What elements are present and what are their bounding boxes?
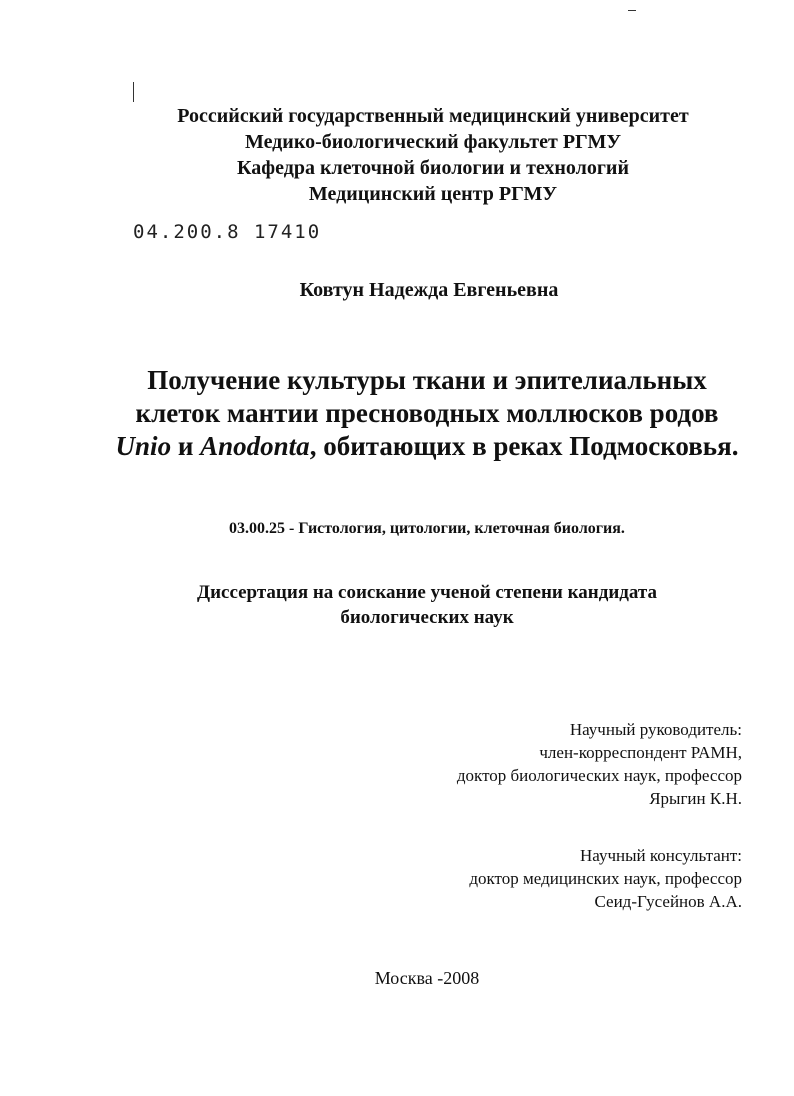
registration-stamp: 04.200.8 17410 bbox=[133, 221, 322, 243]
supervisor-name: Ярыгин К.Н. bbox=[649, 789, 742, 808]
supervisor-block bbox=[457, 718, 742, 810]
supervisor-title-1: член-корреспондент РАМН, bbox=[539, 743, 742, 762]
degree-line-1: Диссертация на соискание ученой степени кандидата bbox=[197, 582, 657, 603]
supervisor-title-2: доктор биологических наук, профессор bbox=[456, 766, 742, 785]
title-line-2: клеток мантии пресноводных моллюсков родов bbox=[135, 398, 719, 428]
supervisor-role: Научный руководитель: bbox=[569, 720, 742, 739]
city-year: Москва -2008 bbox=[374, 968, 480, 988]
consultant-block bbox=[469, 844, 742, 913]
university-name: Российский государственный медицинский университет bbox=[177, 105, 689, 127]
dissertation-title bbox=[30, 364, 794, 463]
institution-header bbox=[36, 103, 794, 207]
degree-line-2: биологических наук bbox=[340, 607, 514, 628]
center-name: Медицинский центр РГМУ bbox=[308, 183, 558, 205]
consultant-name: Сеид-Гусейнов А.А. bbox=[594, 892, 742, 911]
consultant-role: Научный консультант: bbox=[580, 846, 742, 865]
department-name: Кафедра клеточной биологии и технологий bbox=[237, 157, 629, 179]
genus-unio: Unio bbox=[115, 431, 172, 461]
genus-anodonta: Anodonta bbox=[200, 431, 310, 461]
specialty-code: 03.00.25 - Гистология, цитологии, клеточная биология. bbox=[229, 520, 625, 537]
faculty-name: Медико-биологический факультет РГМУ bbox=[244, 131, 622, 153]
title-line-3-rest: , обитающих в реках Подмосковья. bbox=[309, 431, 739, 461]
scan-mark-left bbox=[133, 82, 134, 102]
author-name: Ковтун Надежда Евгеньевна bbox=[299, 279, 559, 301]
consultant-title-1: доктор медицинских наук, профессор bbox=[469, 869, 742, 888]
degree-statement bbox=[30, 580, 794, 630]
title-line-3 bbox=[30, 430, 794, 463]
scan-mark-top bbox=[628, 10, 636, 11]
title-conjunction: и bbox=[171, 431, 201, 461]
title-line-1: Получение культуры ткани и эпителиальных bbox=[147, 365, 707, 395]
